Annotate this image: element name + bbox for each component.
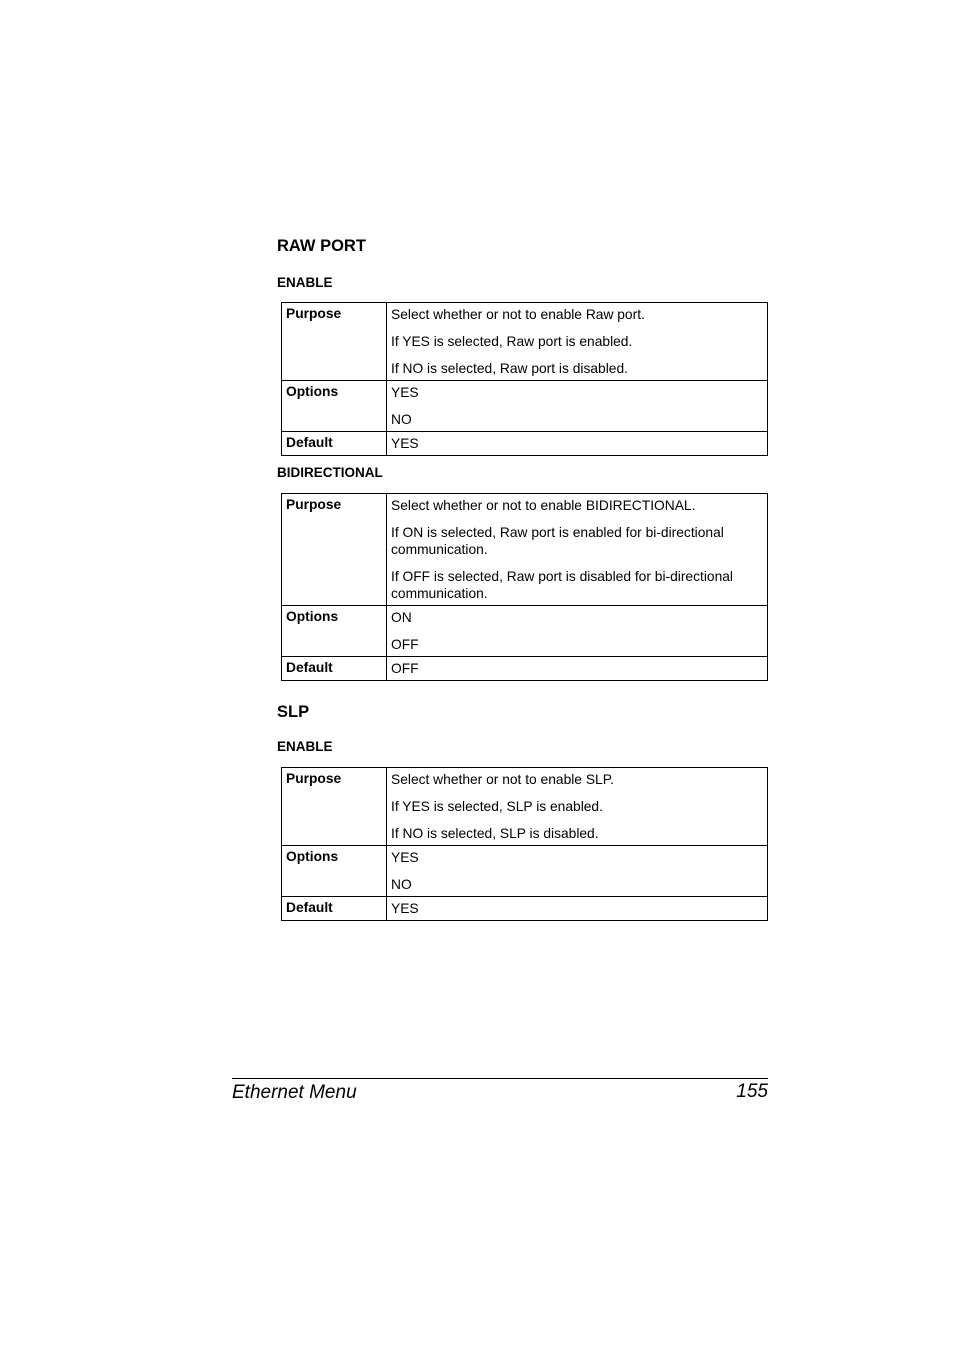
- row-value: [387, 846, 768, 897]
- row-key: Options: [282, 846, 387, 897]
- page-number: 155: [736, 1081, 768, 1102]
- row-value: [387, 494, 768, 606]
- table-row: [282, 657, 768, 681]
- row-key: Options: [282, 606, 387, 657]
- row-value-line: If YES is selected, SLP is enabled.: [391, 799, 603, 814]
- table-row: [282, 846, 768, 897]
- table-row: [282, 381, 768, 432]
- row-value: [387, 606, 768, 657]
- table-row: [282, 768, 768, 846]
- table-row: [282, 606, 768, 657]
- row-value: [387, 381, 768, 432]
- row-value-line: YES: [391, 901, 419, 916]
- table-row: [282, 494, 768, 606]
- row-value-line: NO: [391, 412, 412, 427]
- row-key: Options: [282, 381, 387, 432]
- bidirectional-table: [281, 493, 768, 681]
- row-value: [387, 432, 768, 456]
- row-key: Default: [282, 432, 387, 456]
- row-value-line: If NO is selected, SLP is disabled.: [391, 826, 599, 841]
- row-key: Default: [282, 657, 387, 681]
- row-value-line: Select whether or not to enable BIDIRECTIONAL.: [391, 498, 696, 513]
- table-row: [282, 897, 768, 921]
- row-value-line: If NO is selected, Raw port is disabled.: [391, 361, 628, 376]
- row-value-line: If ON is selected, Raw port is enabled for bi-directional communication.: [391, 525, 724, 557]
- row-key: Default: [282, 897, 387, 921]
- row-value-line: ON: [391, 610, 412, 625]
- row-value-line: Select whether or not to enable SLP.: [391, 772, 614, 787]
- row-value: [387, 657, 768, 681]
- row-value-line: YES: [391, 850, 419, 865]
- row-value-line: YES: [391, 385, 419, 400]
- row-key: Purpose: [282, 303, 387, 381]
- footer-chapter-title: Ethernet Menu: [232, 1082, 357, 1103]
- row-value-line: If OFF is selected, Raw port is disabled for bi-directional communication.: [391, 569, 733, 601]
- subsection-title-bidirectional: BIDIRECTIONAL: [277, 465, 383, 480]
- slp-enable-table: [281, 767, 768, 921]
- row-value-line: YES: [391, 436, 419, 451]
- table-row: [282, 303, 768, 381]
- subsection-title-raw-port-enable: ENABLE: [277, 275, 333, 290]
- row-value-line: NO: [391, 877, 412, 892]
- section-title-raw-port: RAW PORT: [277, 237, 366, 255]
- row-value-line: If YES is selected, Raw port is enabled.: [391, 334, 633, 349]
- row-key: Purpose: [282, 494, 387, 606]
- row-value: [387, 768, 768, 846]
- row-value-line: OFF: [391, 637, 419, 652]
- row-value: [387, 897, 768, 921]
- row-key: Purpose: [282, 768, 387, 846]
- row-value-line: Select whether or not to enable Raw port.: [391, 307, 645, 322]
- row-value-line: OFF: [391, 661, 419, 676]
- subsection-title-slp-enable: ENABLE: [277, 739, 333, 754]
- footer-divider: [232, 1078, 768, 1079]
- table-row: [282, 432, 768, 456]
- raw-port-enable-table: [281, 302, 768, 456]
- row-value: [387, 303, 768, 381]
- section-title-slp: SLP: [277, 703, 310, 721]
